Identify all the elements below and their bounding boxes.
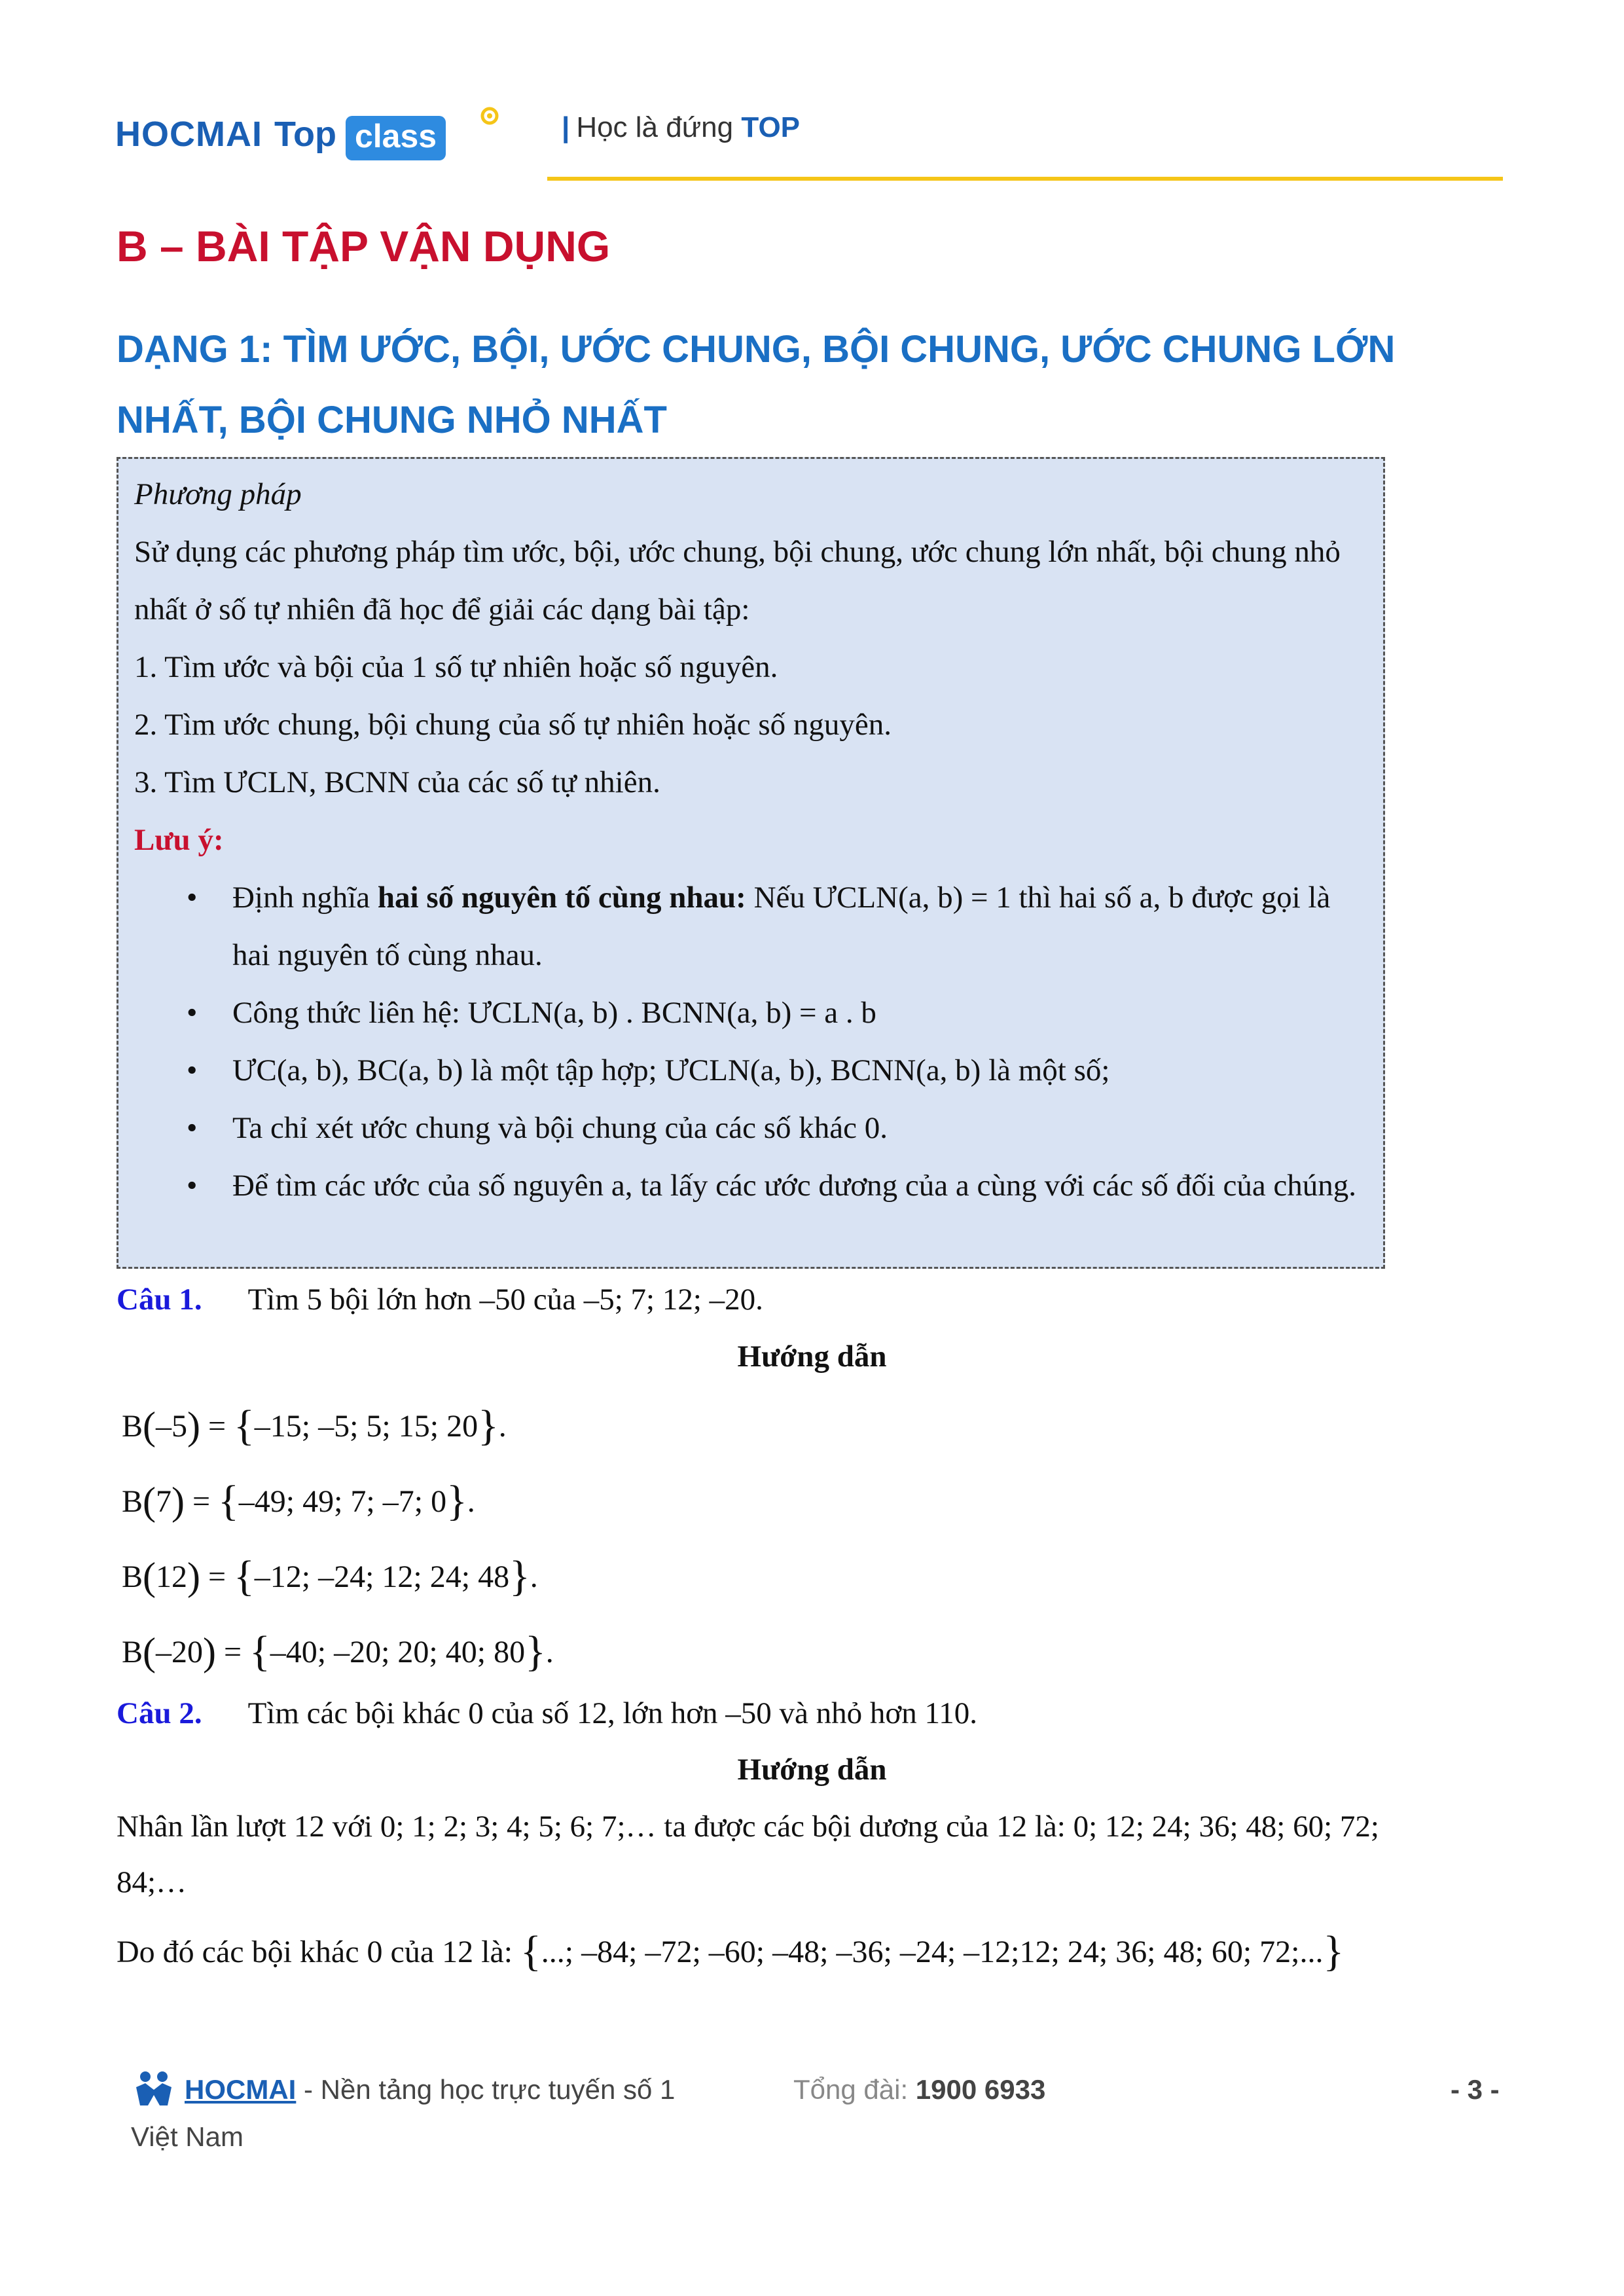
logo-class-badge: class [346,116,446,160]
method-heading: Phương pháp [134,477,302,511]
header-divider [547,177,1503,181]
bullet-icon: • [187,996,198,1030]
question-2-text: Tìm các bội khác 0 của số 12, lớn hơn –50 và nhỏ hơn 110. [247,1696,978,1730]
method-box [117,457,1385,1269]
question-1 [117,1282,763,1317]
bullet-icon: • [187,1169,198,1203]
answer-row-2: B(7) = {–49; 49; 7; –7; 0}. [122,1477,475,1525]
note-item-2: • Công thức liên hệ: ƯCLN(a, b) . BCNN(a, b) = a . b [134,984,1367,1042]
note-label: Lưu ý: [134,823,224,857]
tagline-bar: | [562,111,570,143]
answer-row-3: B(12) = {–12; –24; 12; 24; 48}. [122,1552,538,1600]
bullet-icon: • [187,881,198,915]
note-bold-term: hai số nguyên tố cùng nhau: [377,881,746,915]
question-1-text: Tìm 5 bội lớn hơn –50 của –5; 7; 12; –20. [247,1283,763,1317]
logo-hocmai-text: HOCMAI [115,115,262,154]
method-item-2: 2. Tìm ước chung, bội chung của số tự nhiên hoặc số nguyên. [134,708,892,742]
logo-top-text: Top [274,115,336,154]
footer-brand-link[interactable]: HOCMAI [185,2074,297,2105]
answer-row-4: B(–20) = {–40; –20; 20; 40; 80}. [122,1628,554,1675]
question-2-label: Câu 2. [117,1696,202,1730]
footer-brand-text: HOCMAI - Nền tảng học trực tuyến số 1 [185,2074,676,2105]
answer-row-1: B(–5) = {–15; –5; 5; 15; 20}. [122,1402,507,1449]
answer-2-line-1: Nhân lần lượt 12 với 0; 1; 2; 3; 4; 5; 6; 7;… ta được các bội dương của 12 là: 0; 12; 24; 36; 48; 60; 72; [117,1810,1379,1844]
question-1-guide-heading: Hướng dẫn [737,1339,887,1374]
note-item-1: • Định nghĩa hai số nguyên tố cùng nhau: Nếu ƯCLN(a, b) = 1 thì hai số a, b được gọi là hai nguyên tố cùng nhau. [134,869,1367,984]
question-2-guide-heading: Hướng dẫn [737,1753,887,1787]
method-item-1: 1. Tìm ước và bội của 1 số tự nhiên hoặc số nguyên. [134,650,778,684]
bullet-icon: • [187,1053,198,1087]
question-2 [117,1696,977,1731]
header-tagline [562,111,800,144]
hocmai-footer-icon [131,2069,177,2108]
footer-hotline: Tổng đài: 1900 6933 [793,2074,1046,2105]
note-item-5: • Để tìm các ước của số nguyên a, ta lấy các ước dương của a cùng với các số đối của chúng. [134,1157,1367,1214]
answer-2-line-3: Do đó các bội khác 0 của 12 là: {...; –84; –72; –60; –48; –36; –24; –12;12; 24; 36; 48; 60; 72;...} [117,1927,1344,1975]
hocmai-topclass-logo [115,98,446,170]
note-item-3: • ƯC(a, b), BC(a, b) là một tập hợp; ƯCLN(a, b), BCNN(a, b) là một số; [134,1042,1367,1099]
note-item-4: • Ta chỉ xét ước chung và bội chung của các số khác 0. [134,1099,1367,1157]
answer-2-line-2: 84;… [117,1865,187,1899]
method-item-3: 3. Tìm ƯCLN, BCNN của các số tự nhiên. [134,765,660,799]
section-title: B – BÀI TẬP VẬN DỤNG [117,222,611,270]
tagline-text: Học là đứng [576,111,742,143]
bullet-icon: • [187,1111,198,1145]
topic-title: DẠNG 1: TÌM ƯỚC, BỘI, ƯỚC CHUNG, BỘI CHUNG, ƯỚC CHUNG LỚN NHẤT, BỘI CHUNG NHỎ NHẤT [117,328,1396,441]
question-1-label: Câu 1. [117,1283,202,1317]
page-number: - 3 - [1451,2074,1500,2105]
tagline-top: TOP [741,111,801,143]
notes-list [134,869,1367,1214]
gear-icon [478,105,501,127]
method-intro: Sử dụng các phương pháp tìm ước, bội, ước chung, bội chung, ước chung lớn nhất, bội chung nhỏ nhất ở số tự nhiên đã học để giải các dạng bài tập: [134,535,1341,627]
footer-phone-number: 1900 6933 [915,2074,1046,2105]
footer-brand-text-line-2: Việt Nam [131,2121,244,2152]
